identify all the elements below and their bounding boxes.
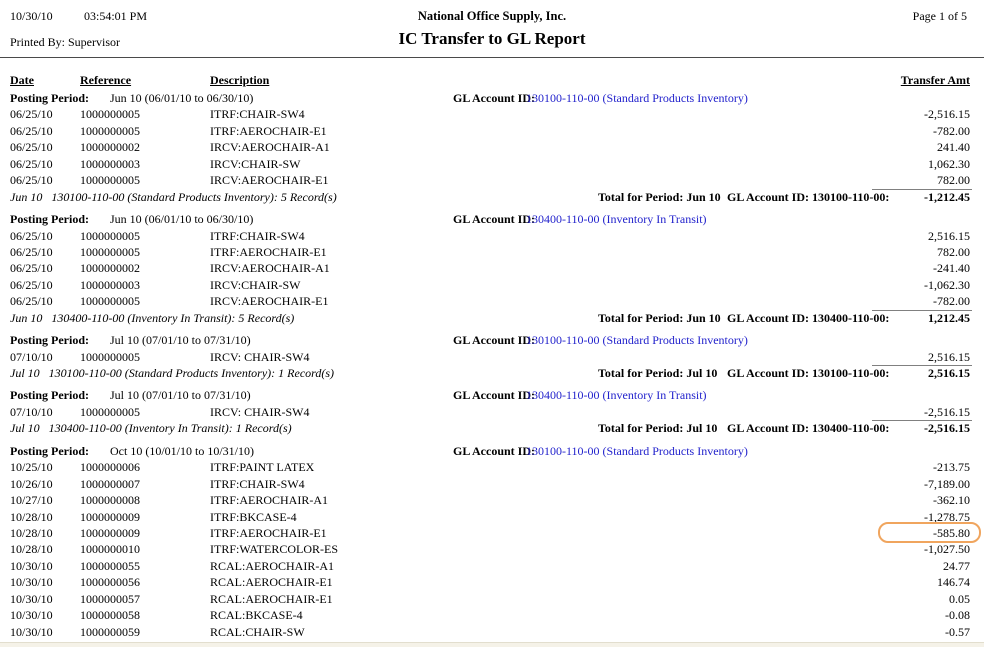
row-amount: -7,189.00 xyxy=(924,476,970,491)
gl-account-link[interactable]: 130100-110-00 (Standard Products Inventory) xyxy=(526,443,748,458)
total-period-label: Total for Period: Jul 10 xyxy=(598,366,718,380)
table-row xyxy=(0,277,984,293)
window-edge xyxy=(0,642,984,647)
posting-period-value: Jul 10 (07/01/10 to 07/31/10) xyxy=(110,333,251,348)
posting-period-line xyxy=(0,387,984,403)
posting-period-value: Jul 10 (07/01/10 to 07/31/10) xyxy=(110,388,251,403)
report-section xyxy=(0,211,984,326)
row-reference: 1000000003 xyxy=(80,277,140,292)
summary-line: Jul 10 130400-110-00 (Inventory In Transit): 1 Record(s) xyxy=(10,421,292,436)
row-reference: 1000000009 xyxy=(80,509,140,524)
row-description: ITRF:BKCASE-4 xyxy=(210,509,297,524)
row-reference: 1000000055 xyxy=(80,558,140,573)
posting-period-label: Posting Period: xyxy=(10,443,89,458)
row-description: ITRF:PAINT LATEX xyxy=(210,460,315,475)
table-row xyxy=(0,228,984,244)
column-headers xyxy=(0,73,984,90)
posting-period-line xyxy=(0,90,984,106)
posting-period-line xyxy=(0,211,984,227)
table-row xyxy=(0,591,984,607)
table-row xyxy=(0,624,984,640)
row-reference: 1000000005 xyxy=(80,123,140,138)
row-description: ITRF:CHAIR-SW4 xyxy=(210,107,305,122)
row-description: IRCV:AEROCHAIR-E1 xyxy=(210,294,329,309)
row-date: 06/25/10 xyxy=(10,228,53,243)
row-amount: 241.40 xyxy=(937,140,970,155)
total-period-label: Total for Period: Jun 10 xyxy=(598,310,721,325)
row-description: RCAL:AEROCHAIR-E1 xyxy=(210,575,333,590)
gl-account-label: GL Account ID: xyxy=(453,388,536,403)
report-body xyxy=(0,90,984,640)
summary-line: Jun 10 130400-110-00 (Inventory In Transit): 5 Record(s) xyxy=(10,310,295,325)
total-period-label: Total for Period: Jul 10 xyxy=(598,421,718,436)
table-row xyxy=(0,156,984,172)
row-description: RCAL:CHAIR-SW xyxy=(210,624,305,639)
row-date: 10/28/10 xyxy=(10,542,53,557)
company-name: National Office Supply, Inc. xyxy=(417,9,567,23)
row-reference: 1000000007 xyxy=(80,476,140,491)
row-reference: 1000000056 xyxy=(80,575,140,590)
row-reference: 1000000009 xyxy=(80,525,140,540)
row-date: 10/30/10 xyxy=(10,608,53,623)
row-date: 10/25/10 xyxy=(10,460,53,475)
row-date: 06/25/10 xyxy=(10,277,53,292)
col-date: Date xyxy=(10,73,34,87)
row-date: 06/25/10 xyxy=(10,294,53,309)
table-row xyxy=(0,139,984,155)
report-title: IC Transfer to GL Report xyxy=(398,29,586,48)
row-reference: 1000000005 xyxy=(80,228,140,243)
total-amount: -2,516.15 xyxy=(924,421,970,436)
table-row xyxy=(0,349,984,365)
row-amount: -1,278.75 xyxy=(924,509,970,524)
page-number: Page 1 of 5 xyxy=(912,9,967,23)
row-description: IRCV:CHAIR-SW xyxy=(210,156,301,171)
gl-account-link[interactable]: 130400-110-00 (Inventory In Transit) xyxy=(526,212,707,227)
row-reference: 1000000058 xyxy=(80,608,140,623)
row-reference: 1000000005 xyxy=(80,107,140,122)
row-reference: 1000000005 xyxy=(80,349,140,364)
row-amount: -2,516.15 xyxy=(924,107,970,122)
report-section xyxy=(0,90,984,205)
table-row xyxy=(0,558,984,574)
row-amount: -782.00 xyxy=(933,294,970,309)
table-row xyxy=(0,172,984,188)
row-reference: 1000000003 xyxy=(80,156,140,171)
row-date: 06/25/10 xyxy=(10,156,53,171)
row-amount: -1,062.30 xyxy=(924,277,970,292)
posting-period-line xyxy=(0,443,984,459)
table-row xyxy=(0,509,984,525)
row-date: 10/27/10 xyxy=(10,493,53,508)
table-row xyxy=(0,293,984,309)
row-date: 10/30/10 xyxy=(10,624,53,639)
row-amount: -2,516.15 xyxy=(924,404,970,419)
row-amount: -213.75 xyxy=(933,460,970,475)
row-date: 10/26/10 xyxy=(10,476,53,491)
row-reference: 1000000059 xyxy=(80,624,140,639)
gl-account-label: GL Account ID: xyxy=(453,333,536,348)
row-description: RCAL:BKCASE-4 xyxy=(210,608,303,623)
col-description: Description xyxy=(210,73,270,87)
row-date: 07/10/10 xyxy=(10,404,53,419)
row-amount: -0.08 xyxy=(945,608,970,623)
report-section xyxy=(0,332,984,381)
posting-period-label: Posting Period: xyxy=(10,333,89,348)
table-row xyxy=(0,574,984,590)
row-date: 10/28/10 xyxy=(10,509,53,524)
row-description: ITRF:AEROCHAIR-E1 xyxy=(210,123,327,138)
table-row xyxy=(0,459,984,475)
row-description: ITRF:WATERCOLOR-ES xyxy=(210,542,339,557)
total-line xyxy=(0,189,984,205)
table-row xyxy=(0,607,984,623)
gl-account-label: GL Account ID: xyxy=(453,91,536,105)
row-amount: 2,516.15 xyxy=(928,228,970,243)
row-amount: -1,027.50 xyxy=(924,542,970,557)
row-amount: -0.57 xyxy=(945,624,970,639)
total-account-label: GL Account ID: 130100-110-00: xyxy=(727,366,890,380)
row-reference: 1000000005 xyxy=(80,404,140,419)
posting-period-label: Posting Period: xyxy=(10,388,89,403)
row-description: IRCV:CHAIR-SW xyxy=(210,277,301,292)
gl-account-link[interactable]: 130400-110-00 (Inventory In Transit) xyxy=(526,388,707,403)
row-reference: 1000000002 xyxy=(80,140,140,155)
row-amount: -241.40 xyxy=(933,261,970,276)
row-date: 06/25/10 xyxy=(10,123,53,138)
print-time: 03:54:01 PM xyxy=(84,9,148,23)
row-date: 06/25/10 xyxy=(10,107,53,122)
row-amount: -362.10 xyxy=(933,493,970,508)
row-description: RCAL:AEROCHAIR-A1 xyxy=(210,558,335,573)
row-reference: 1000000010 xyxy=(80,542,140,557)
row-reference: 1000000005 xyxy=(80,244,140,259)
row-description: ITRF:AEROCHAIR-E1 xyxy=(210,525,327,540)
row-reference: 1000000005 xyxy=(80,173,140,188)
row-description: ITRF:CHAIR-SW4 xyxy=(210,228,305,243)
row-description: RCAL:AEROCHAIR-E1 xyxy=(210,591,333,606)
row-date: 06/25/10 xyxy=(10,173,53,188)
row-description: IRCV: CHAIR-SW4 xyxy=(210,349,310,364)
row-reference: 1000000005 xyxy=(80,294,140,309)
report-section xyxy=(0,387,984,436)
total-line xyxy=(0,310,984,326)
total-account-label: GL Account ID: 130100-110-00: xyxy=(727,189,890,204)
printed-by: Printed By: Supervisor xyxy=(10,35,120,49)
total-line xyxy=(0,365,984,381)
table-row xyxy=(0,525,984,541)
row-description: IRCV:AEROCHAIR-A1 xyxy=(210,261,330,276)
summary-line: Jun 10 130100-110-00 (Standard Products Inventory): 5 Record(s) xyxy=(10,189,337,204)
col-reference: Reference xyxy=(80,73,132,87)
table-row xyxy=(0,476,984,492)
row-amount: 782.00 xyxy=(937,244,970,259)
posting-period-value: Jun 10 (06/01/10 to 06/30/10) xyxy=(110,91,254,105)
total-amount: 1,212.45 xyxy=(928,310,970,325)
row-date: 06/25/10 xyxy=(10,140,53,155)
row-date: 10/30/10 xyxy=(10,558,53,573)
row-amount: 24.77 xyxy=(943,558,970,573)
row-description: ITRF:AEROCHAIR-E1 xyxy=(210,244,327,259)
table-row xyxy=(0,123,984,139)
total-account-label: GL Account ID: 130400-110-00: xyxy=(727,310,890,325)
total-amount: -1,212.45 xyxy=(924,189,970,204)
posting-period-label: Posting Period: xyxy=(10,212,89,227)
row-reference: 1000000057 xyxy=(80,591,140,606)
row-amount: 782.00 xyxy=(937,173,970,188)
row-amount: 146.74 xyxy=(937,575,970,590)
row-reference: 1000000002 xyxy=(80,261,140,276)
table-row xyxy=(0,106,984,122)
gl-account-link[interactable]: 130100-110-00 (Standard Products Inventory) xyxy=(526,91,748,105)
summary-line: Jul 10 130100-110-00 (Standard Products Inventory): 1 Record(s) xyxy=(10,366,335,380)
table-row xyxy=(0,244,984,260)
posting-period-value: Oct 10 (10/01/10 to 10/31/10) xyxy=(110,443,254,458)
amount-highlight[interactable]: -585.80 xyxy=(933,525,970,540)
gl-account-link[interactable]: 130100-110-00 (Standard Products Inventory) xyxy=(526,333,748,348)
row-description: ITRF:CHAIR-SW4 xyxy=(210,476,305,491)
total-period-label: Total for Period: Jun 10 xyxy=(598,189,721,204)
row-description: ITRF:AEROCHAIR-A1 xyxy=(210,493,329,508)
total-line xyxy=(0,420,984,436)
row-date: 07/10/10 xyxy=(10,349,53,364)
row-description: IRCV: CHAIR-SW4 xyxy=(210,404,310,419)
table-row xyxy=(0,404,984,420)
row-description: IRCV:AEROCHAIR-E1 xyxy=(210,173,329,188)
print-date: 10/30/10 xyxy=(10,9,53,23)
row-amount: 1,062.30 xyxy=(928,156,970,171)
posting-period-line xyxy=(0,332,984,348)
row-description: IRCV:AEROCHAIR-A1 xyxy=(210,140,330,155)
row-amount: -782.00 xyxy=(933,123,970,138)
total-amount: 2,516.15 xyxy=(928,366,970,380)
posting-period-label: Posting Period: xyxy=(10,91,89,105)
row-date: 10/30/10 xyxy=(10,575,53,590)
table-row xyxy=(0,260,984,276)
row-date: 10/28/10 xyxy=(10,525,53,540)
total-account-label: GL Account ID: 130400-110-00: xyxy=(727,421,890,436)
col-transfer-amt: Transfer Amt xyxy=(900,73,970,87)
row-date: 06/25/10 xyxy=(10,244,53,259)
row-date: 10/30/10 xyxy=(10,591,53,606)
row-amount: 0.05 xyxy=(949,591,970,606)
posting-period-value: Jun 10 (06/01/10 to 06/30/10) xyxy=(110,212,254,227)
table-row xyxy=(0,492,984,508)
report-section xyxy=(0,443,984,640)
table-row xyxy=(0,541,984,557)
row-reference: 1000000006 xyxy=(80,460,140,475)
row-date: 06/25/10 xyxy=(10,261,53,276)
row-amount: 2,516.15 xyxy=(928,349,970,364)
gl-account-label: GL Account ID: xyxy=(453,212,536,227)
header-divider xyxy=(0,57,984,58)
gl-account-label: GL Account ID: xyxy=(453,443,536,458)
row-reference: 1000000008 xyxy=(80,493,140,508)
